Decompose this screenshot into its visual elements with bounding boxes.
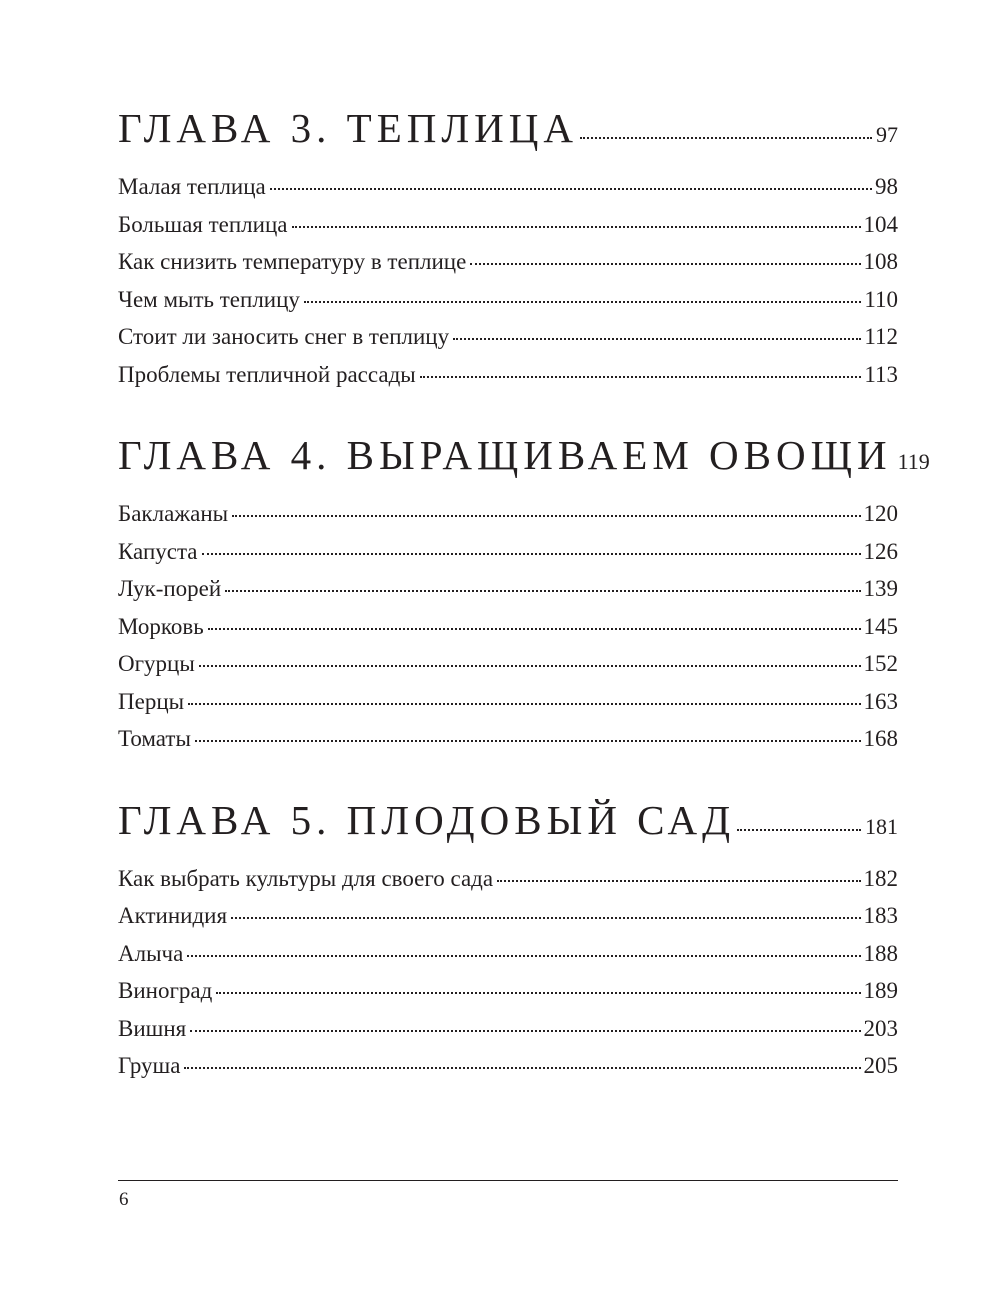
entry-label: Как снизить температуру в теплице [118, 249, 467, 274]
chapter-title: ГЛАВА 3. ТЕПЛИЦА [118, 105, 578, 151]
toc-entry [118, 501, 898, 539]
chapter-page-number: 181 [865, 813, 898, 839]
dot-leader [195, 740, 861, 742]
entry-page-number: 120 [863, 501, 898, 526]
dot-leader [737, 829, 861, 831]
entry-label: Огурцы [118, 651, 195, 676]
footer-divider [118, 1180, 898, 1181]
dot-leader [580, 137, 872, 139]
dot-leader [184, 1067, 860, 1069]
entry-page-number: 112 [864, 324, 898, 349]
entry-label: Лук-порей [118, 576, 222, 601]
entry-page-number: 205 [863, 1053, 898, 1078]
entry-page-number: 152 [863, 651, 898, 676]
chapter-heading [118, 796, 898, 858]
dot-leader [270, 188, 872, 190]
toc-entry [118, 539, 898, 577]
entry-page-number: 163 [863, 688, 898, 714]
entry-page-number: 113 [864, 361, 898, 387]
entry-label: Алыча [118, 940, 184, 966]
toc-entry [118, 903, 898, 941]
toc-entry [118, 726, 898, 764]
entry-label: Малая теплица [118, 174, 266, 199]
entry-page-number: 104 [863, 211, 898, 237]
dot-leader [225, 590, 860, 592]
toc-entry [118, 362, 898, 400]
dot-leader [231, 917, 860, 919]
toc-entry [118, 978, 898, 1016]
entry-page-number: 203 [863, 1015, 898, 1041]
entry-label: Как выбрать культуры для своего сада [118, 865, 494, 891]
toc-entry [118, 287, 898, 325]
entry-label: Перцы [118, 688, 185, 714]
toc-entry [118, 651, 898, 689]
toc-entry [118, 249, 898, 287]
entry-label: Морковь [118, 613, 204, 639]
entry-page-number: 139 [863, 576, 898, 601]
toc-entry [118, 576, 898, 614]
toc-entry [118, 174, 898, 212]
entry-label: Вишня [118, 1015, 187, 1041]
toc-entry [118, 614, 898, 652]
dot-leader [304, 301, 861, 303]
page-number: 6 [119, 1189, 129, 1210]
dot-leader [232, 515, 860, 517]
chapter-title: ГЛАВА 5. ПЛОДОВЫЙ САД [118, 796, 736, 843]
entry-label: Актинидия [118, 903, 228, 928]
entry-page-number: 168 [863, 726, 898, 751]
dot-leader [420, 376, 862, 378]
dot-leader [188, 703, 860, 705]
chapter-5 [118, 796, 898, 1091]
toc-entry [118, 689, 898, 727]
toc-entry [118, 1053, 898, 1091]
entry-label: Большая теплица [118, 211, 288, 237]
entry-page-number: 183 [863, 903, 898, 928]
toc-entry [118, 212, 898, 250]
dot-leader [190, 1030, 860, 1032]
entry-page-number: 189 [863, 978, 898, 1003]
dot-leader [470, 263, 860, 265]
chapter-heading [118, 432, 930, 493]
dot-leader [202, 553, 861, 555]
chapter-page-number: 97 [876, 122, 898, 147]
chapter-page-number: 119 [897, 449, 930, 474]
dot-leader [453, 338, 861, 340]
toc-entry [118, 941, 898, 979]
dot-leader [497, 880, 860, 882]
dot-leader [208, 628, 861, 630]
entry-label: Чем мыть теплицу [118, 286, 300, 312]
chapter-title: ГЛАВА 4. ВЫРАЩИВАЕМ ОВОЩИ [118, 432, 892, 478]
entry-label: Стоит ли заносить снег в теплицу [118, 324, 450, 349]
entry-page-number: 188 [863, 940, 898, 966]
entry-label: Груша [118, 1053, 181, 1078]
dot-leader [292, 226, 861, 228]
entry-page-number: 182 [863, 865, 898, 891]
toc-entry [118, 1016, 898, 1054]
chapter-heading [118, 105, 898, 166]
dot-leader [199, 665, 861, 667]
toc-entry [118, 324, 898, 362]
entry-label: Томаты [118, 726, 191, 751]
entry-page-number: 98 [875, 174, 898, 199]
chapter-4 [118, 432, 930, 764]
chapter-3 [118, 105, 898, 399]
entry-page-number: 110 [864, 286, 898, 312]
entry-page-number: 126 [863, 538, 898, 564]
entry-label: Виноград [118, 978, 213, 1003]
dot-leader [187, 955, 860, 957]
entry-page-number: 145 [863, 613, 898, 639]
entry-page-number: 108 [863, 249, 898, 274]
entry-label: Капуста [118, 538, 198, 564]
dot-leader [216, 992, 860, 994]
toc-entry [118, 866, 898, 904]
entry-label: Проблемы тепличной рассады [118, 361, 416, 387]
table-of-contents [118, 105, 930, 1091]
entry-label: Баклажаны [118, 501, 229, 526]
